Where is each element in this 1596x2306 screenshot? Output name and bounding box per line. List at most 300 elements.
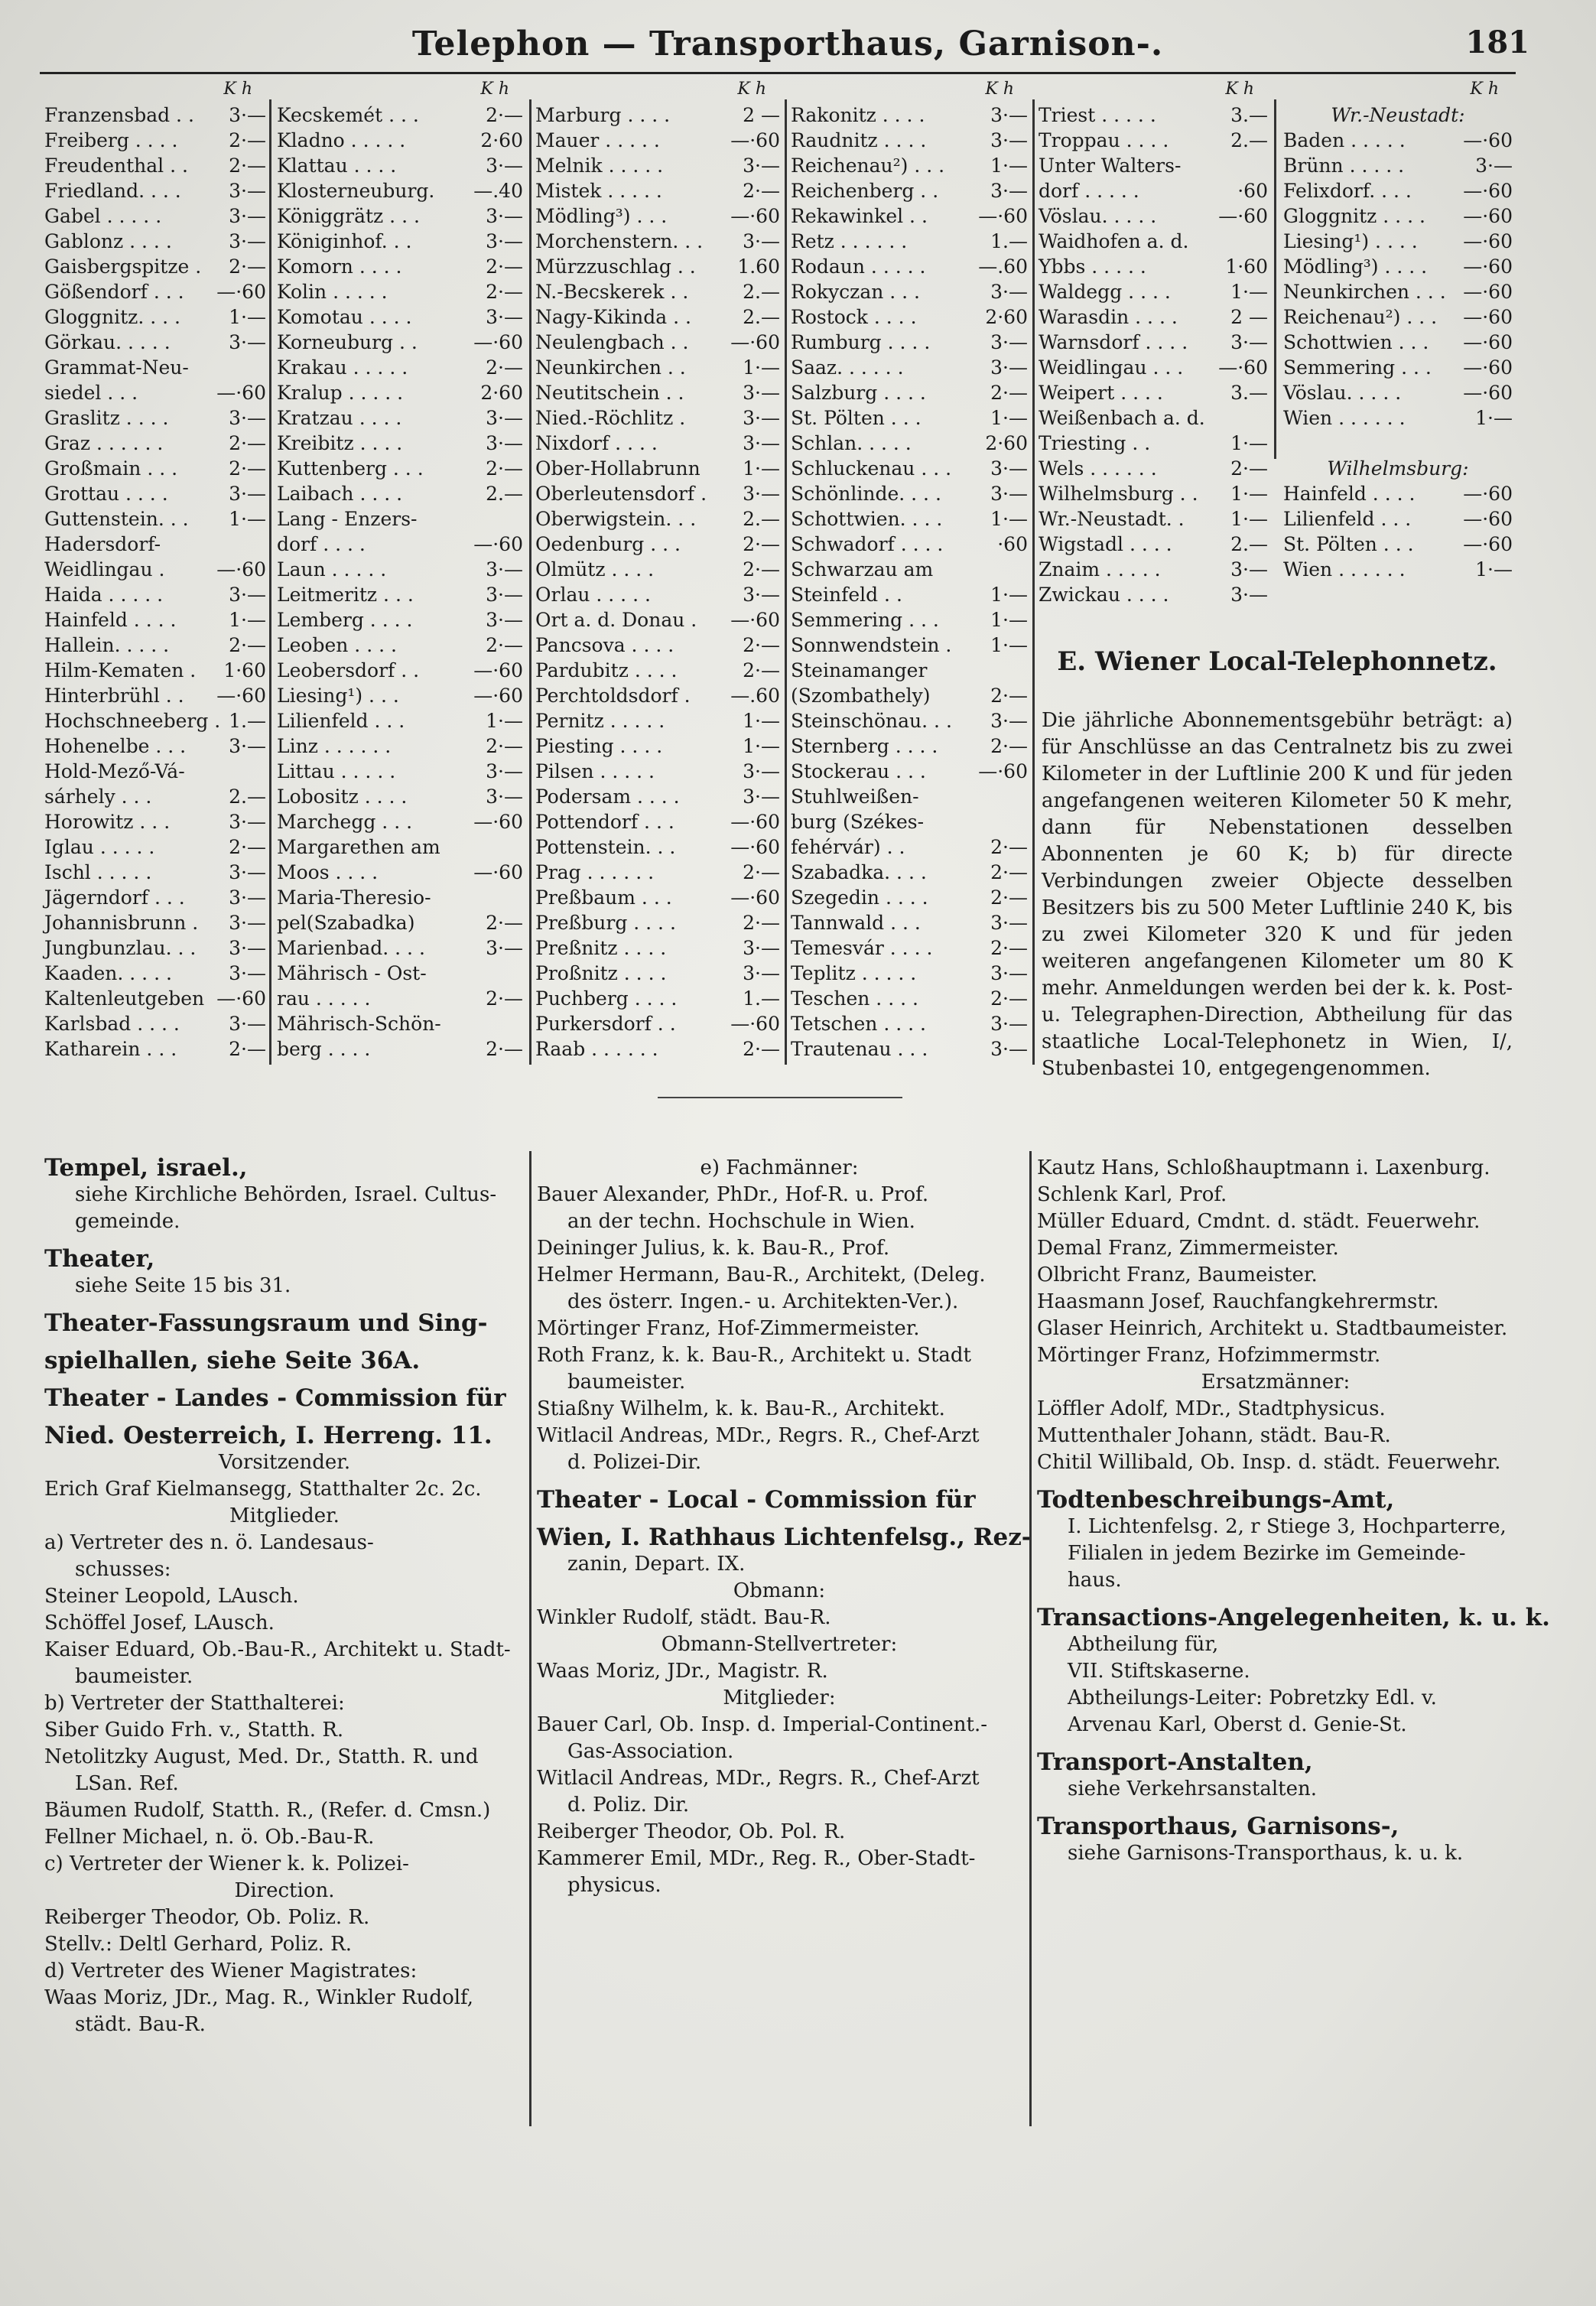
place-name: Königinhof. . .	[277, 230, 412, 252]
entry-line: Reiberger Theodor, Ob. Poliz. R.	[44, 1906, 370, 1929]
place-name: Baden . . . . .	[1283, 129, 1406, 151]
section-e-title: E. Wiener Local-Telephonnetz.	[1057, 646, 1497, 677]
fee-value: 3·—	[990, 710, 1028, 732]
fee-value: 3·—	[990, 1038, 1028, 1060]
entry-line: Steiner Leopold, LAusch.	[44, 1585, 299, 1608]
table-row	[277, 405, 523, 431]
fee-value: 3·—	[990, 1013, 1028, 1035]
place-name: Grammat-Neu-	[44, 356, 189, 379]
table-row	[535, 506, 780, 532]
place-name: Schottwien . . .	[1283, 331, 1429, 353]
table-row	[277, 532, 523, 557]
fee-value: —·60	[473, 685, 523, 707]
table-row	[535, 153, 780, 178]
table-row	[535, 279, 780, 304]
fee-value: 2 —	[743, 104, 780, 126]
running-header	[46, 24, 1529, 70]
place-name: Steinfeld . .	[791, 584, 902, 606]
place-name: Wr.-Neustadt:	[1331, 104, 1465, 126]
lower-middle-column	[537, 1155, 1032, 1899]
fee-value: —·60	[1463, 255, 1513, 278]
place-name: Gaisbergspitze .	[44, 255, 202, 278]
place-name: Hold-Mező-Vá-	[44, 760, 185, 782]
place-name	[1283, 431, 1436, 456]
fee-value: —·60	[1463, 331, 1513, 353]
entry-line: an der techn. Hochschule in Wien.	[567, 1210, 915, 1233]
place-name: Gloggnitz . . . .	[1283, 205, 1425, 227]
table-row	[535, 405, 780, 431]
place-name: Wr.-Neustadt. .	[1039, 508, 1185, 530]
place-name: Olmütz . . . .	[535, 558, 655, 581]
place-name: Görkau. . . . .	[44, 331, 171, 353]
place-name: Haida . . . . .	[44, 584, 164, 606]
entry-line: a) Vertreter des n. ö. Landesaus-	[44, 1531, 374, 1554]
fee-value: 1·—	[743, 710, 780, 732]
fee-value: 3·—	[229, 104, 266, 126]
place-name: Steinschönau. . .	[791, 710, 952, 732]
fee-value: —.60	[978, 255, 1028, 278]
spacer	[44, 1299, 525, 1310]
table-row	[535, 809, 780, 834]
table-row	[535, 532, 780, 557]
fee-value: —.60	[730, 685, 780, 707]
table-row	[535, 582, 780, 607]
table-row	[535, 910, 780, 935]
table-row	[791, 279, 1028, 304]
fee-value: 2·—	[486, 255, 523, 278]
fee-value: 3·—	[229, 180, 266, 202]
fee-value: 2·—	[743, 659, 780, 681]
table-row	[1039, 153, 1268, 178]
fee-value: 3·—	[229, 331, 266, 353]
fee-value: 3·—	[743, 382, 780, 404]
place-name: Komorn . . . .	[277, 255, 402, 278]
entry-line: zanin, Depart. IX.	[567, 1553, 746, 1576]
entry-line: Abtheilung für,	[1068, 1633, 1219, 1656]
fee-value: 3·—	[990, 962, 1028, 984]
table-subheading	[1283, 102, 1513, 128]
fee-value: 2·—	[990, 685, 1028, 707]
entry-line: Reiberger Theodor, Ob. Pol. R.	[537, 1820, 846, 1843]
spacer	[44, 1337, 525, 1348]
place-name: Leitmeritz . . .	[277, 584, 414, 606]
table-row	[791, 1036, 1028, 1062]
table-row	[44, 986, 266, 1011]
entry-line: Bauer Alexander, PhDr., Hof-R. u. Prof.	[537, 1183, 929, 1206]
fee-value: 3·—	[229, 1013, 266, 1035]
table-row	[791, 910, 1028, 935]
place-name: Ober-Hollabrunn	[535, 457, 700, 480]
fee-value: 3.—	[1230, 382, 1268, 404]
table-row	[535, 304, 780, 330]
table-row	[791, 405, 1028, 431]
entry-line: gemeinde.	[75, 1210, 180, 1233]
fee-value: 3·—	[486, 558, 523, 581]
place-name: fehérvár) . .	[791, 836, 905, 858]
entry-heading: Nied. Oesterreich, I. Herreng. 11.	[44, 1422, 492, 1449]
fee-value: 3·—	[990, 356, 1028, 379]
fee-value: —·60	[216, 558, 266, 581]
fee-value: 1·60	[223, 659, 266, 681]
table-row	[535, 961, 780, 986]
fee-value: 1·—	[743, 356, 780, 379]
table-row	[791, 506, 1028, 532]
place-name: Margarethen am	[277, 836, 440, 858]
table-row	[1283, 355, 1513, 380]
table-row	[535, 658, 780, 683]
spacer	[1037, 1738, 1514, 1749]
spacer	[537, 1476, 1022, 1487]
fee-value: 2.—	[1230, 533, 1268, 555]
fee-value: 3·—	[229, 230, 266, 252]
table-row	[277, 582, 523, 607]
table-row	[277, 102, 523, 128]
entry-line: Gas-Association.	[567, 1740, 734, 1763]
place-name: Oberwigstein. . .	[535, 508, 697, 530]
fee-value	[951, 784, 1028, 809]
table-row	[535, 178, 780, 203]
entry-heading: Tempel, israel.,	[44, 1154, 248, 1182]
place-name: Melnik . . . . .	[535, 154, 664, 177]
table-row	[535, 330, 780, 355]
fee-value	[1191, 153, 1268, 178]
table-row	[44, 633, 266, 658]
place-name: Felixdorf. . . .	[1283, 180, 1412, 202]
fee-value: 3·—	[743, 154, 780, 177]
fee-value: 2.—	[743, 281, 780, 303]
kh-label-text: K h	[480, 80, 509, 99]
table-subheading	[1283, 456, 1513, 481]
table-row	[535, 203, 780, 229]
table-row	[791, 961, 1028, 986]
place-name: Krakau . . . . .	[277, 356, 408, 379]
entry-line: siehe Kirchliche Behörden, Israel. Cultus-	[75, 1183, 497, 1206]
fee-value: —·60	[473, 861, 523, 883]
table-row	[791, 683, 1028, 708]
place-name: Stuhlweißen-	[791, 785, 919, 808]
table-row	[1283, 203, 1513, 229]
table-row	[277, 1011, 523, 1036]
place-name: Raab . . . . . .	[535, 1038, 658, 1060]
table-row	[1039, 304, 1268, 330]
entry-heading: Transporthaus, Garnisons-,	[1037, 1813, 1399, 1840]
fee-value: —·60	[1463, 230, 1513, 252]
fee-value: —·60	[1463, 180, 1513, 202]
entry-line: Roth Franz, k. k. Bau-R., Architekt u. Stadt	[537, 1344, 971, 1367]
fee-value: 3·—	[743, 760, 780, 782]
place-name: Hilm-Kematen .	[44, 659, 197, 681]
table-row	[791, 456, 1028, 481]
fee-value	[951, 557, 1028, 582]
place-name: Pancsova . . . .	[535, 634, 674, 656]
fee-value: —·60	[216, 281, 266, 303]
table-row	[277, 658, 523, 683]
fee-value: 2·—	[743, 1038, 780, 1060]
table-row	[44, 809, 266, 834]
entry-heading: Transactions-Angelegenheiten, k. u. k.	[1037, 1604, 1550, 1631]
fee-value: 3·—	[486, 306, 523, 328]
table-row	[44, 355, 266, 380]
table-row	[277, 809, 523, 834]
spacer	[1037, 1594, 1514, 1605]
entry-subheading: Obmann-Stellvertreter:	[661, 1633, 898, 1656]
entry-subheading: Direction.	[234, 1879, 335, 1902]
table-row	[535, 128, 780, 153]
table-row	[1039, 405, 1268, 431]
place-name: Sternberg . . . .	[791, 735, 938, 757]
fee-value: 3·—	[486, 432, 523, 454]
table-row	[277, 986, 523, 1011]
table-row	[791, 355, 1028, 380]
fee-value: 2·—	[486, 457, 523, 480]
table-row	[44, 153, 266, 178]
table-row	[791, 431, 1028, 456]
place-name: Graz . . . . . .	[44, 432, 164, 454]
place-name: Jägerndorf . . .	[44, 886, 185, 909]
fee-value: —·60	[1463, 129, 1513, 151]
table-row	[535, 834, 780, 860]
column-divider	[269, 99, 271, 1065]
entry-line: Löffler Adolf, MDr., Stadtphysicus.	[1037, 1397, 1386, 1420]
table-row	[277, 961, 523, 986]
fee-value: —·60	[473, 331, 523, 353]
place-name: Klosterneuburg.	[277, 180, 435, 202]
fee-value: 3·—	[486, 584, 523, 606]
fee-value	[190, 532, 266, 557]
place-name: Mauer . . . . .	[535, 129, 660, 151]
table-row	[1283, 405, 1513, 431]
place-name: Schönlinde. . . .	[791, 483, 941, 505]
fee-value: 2·—	[229, 255, 266, 278]
table-row	[1039, 380, 1268, 405]
fee-value: —·60	[1218, 356, 1268, 379]
entry-subheading: Mitglieder:	[723, 1686, 836, 1709]
place-name: Hadersdorf-	[44, 533, 161, 555]
place-name: Gößendorf . . .	[44, 281, 184, 303]
fee-value	[447, 506, 523, 532]
fee-value: —·60	[1463, 306, 1513, 328]
fee-value: 3·—	[743, 230, 780, 252]
table-row	[791, 102, 1028, 128]
table-row	[535, 380, 780, 405]
entry-line: I. Lichtenfelsg. 2, r Stiege 3, Hochparterre,	[1068, 1515, 1507, 1538]
table-row	[535, 633, 780, 658]
fee-value: 2.—	[486, 483, 523, 505]
place-name: Mährisch - Ost-	[277, 962, 427, 984]
entry-subheading: Obmann:	[733, 1579, 826, 1602]
spacer	[44, 1374, 525, 1385]
place-name: Schlan. . . . .	[791, 432, 912, 454]
place-name: Waidhofen a. d.	[1039, 230, 1189, 252]
entry-line: baumeister.	[75, 1665, 193, 1688]
fee-value: ·60	[997, 533, 1028, 555]
table-row	[1283, 506, 1513, 532]
fee-value: 2·—	[486, 281, 523, 303]
place-name: Littau . . . . .	[277, 760, 396, 782]
place-name: Jungbunzlau. . .	[44, 937, 197, 959]
fee-value: 3·—	[990, 483, 1028, 505]
place-name: Klattau . . . .	[277, 154, 397, 177]
fee-value: 3·—	[743, 962, 780, 984]
fee-value: 3·—	[1475, 154, 1513, 177]
table-row	[535, 481, 780, 506]
fee-value: 1·—	[990, 609, 1028, 631]
table-row	[791, 532, 1028, 557]
place-name: Szegedin . . . .	[791, 886, 928, 909]
place-name: Guttenstein. . .	[44, 508, 189, 530]
place-name: Wien . . . . . .	[1283, 407, 1406, 429]
entry-line: Winkler Rudolf, städt. Bau-R.	[537, 1606, 831, 1629]
table-row	[1039, 355, 1268, 380]
table-row	[277, 607, 523, 633]
table-row	[44, 708, 266, 733]
place-name: Freudenthal . .	[44, 154, 188, 177]
entry-subheading: Ersatzmänner:	[1201, 1371, 1351, 1394]
table-row	[535, 733, 780, 759]
table-row	[44, 102, 266, 128]
fee-value	[447, 961, 523, 986]
fee-value: 1.—	[743, 987, 780, 1010]
table-row	[1283, 532, 1513, 557]
place-name: Lilienfeld . . .	[1283, 508, 1412, 530]
column-divider	[1274, 99, 1276, 459]
table-row	[791, 607, 1028, 633]
place-name: Proßnitz . . . .	[535, 962, 667, 984]
fee-value: 2·—	[990, 886, 1028, 909]
entry-heading: Wien, I. Rathhaus Lichtenfelsg., Rez-	[537, 1524, 1032, 1551]
fee-value: 2·—	[486, 987, 523, 1010]
entry-line: d) Vertreter des Wiener Magistrates:	[44, 1960, 418, 1982]
table-row	[535, 355, 780, 380]
entry-line: Schlenk Karl, Prof.	[1037, 1183, 1227, 1206]
fee-value: 3·—	[486, 154, 523, 177]
table-row	[44, 405, 266, 431]
table-row	[44, 557, 266, 582]
fee-value: 3·—	[486, 937, 523, 959]
table-row	[791, 633, 1028, 658]
entry-line: Schöffel Josef, LAusch.	[44, 1612, 275, 1634]
table-row	[535, 759, 780, 784]
place-name: Kladno . . . . .	[277, 129, 406, 151]
entry-line: des österr. Ingen.- u. Architekten-Ver.).	[567, 1290, 959, 1313]
place-name: Moos . . . .	[277, 861, 379, 883]
place-name: Warnsdorf . . . .	[1039, 331, 1188, 353]
table-row	[277, 203, 523, 229]
fee-value: —·60	[216, 382, 266, 404]
table-row	[277, 178, 523, 203]
place-name: Leobersdorf . .	[277, 659, 420, 681]
table-row	[1039, 506, 1268, 532]
fee-value: 1·—	[990, 154, 1028, 177]
fee-value: 3·—	[990, 129, 1028, 151]
table-row	[791, 203, 1028, 229]
fee-value: —·60	[730, 836, 780, 858]
place-name: Reichenau²) . . .	[1283, 306, 1438, 328]
place-name: Pilsen . . . . .	[535, 760, 655, 782]
table-row	[277, 557, 523, 582]
fee-value: 2·60	[480, 382, 523, 404]
entry-line: Chitil Willibald, Ob. Insp. d. städt. Feuerwehr.	[1037, 1451, 1501, 1474]
fee-value: —·60	[216, 987, 266, 1010]
fee-value: 2·—	[743, 558, 780, 581]
place-name: Reichenau²) . . .	[791, 154, 945, 177]
table-row	[791, 128, 1028, 153]
table-row	[1039, 254, 1268, 279]
table-row	[1283, 330, 1513, 355]
entry-line: Kammerer Emil, MDr., Reg. R., Ober-Stadt-	[537, 1847, 976, 1870]
fee-value: 3·—	[743, 937, 780, 959]
place-name: burg (Székes-	[791, 811, 925, 833]
table-row	[791, 834, 1028, 860]
table-row	[1283, 178, 1513, 203]
fee-value: 3·—	[990, 104, 1028, 126]
table-row	[1039, 128, 1268, 153]
table-row	[1039, 532, 1268, 557]
kh-unit-label	[277, 76, 523, 102]
place-name: Semmering . . .	[1283, 356, 1432, 379]
fee-value: 2·—	[743, 912, 780, 934]
fee-value: 2.—	[743, 508, 780, 530]
kh-label-text: K h	[223, 80, 252, 99]
entry-line: Helmer Hermann, Bau-R., Architekt, (Deleg.	[537, 1264, 986, 1286]
table-row	[277, 708, 523, 733]
place-name: Marchegg . . .	[277, 811, 413, 833]
table-row	[277, 633, 523, 658]
fee-value: 3·—	[229, 811, 266, 833]
place-name: Marienbad. . . .	[277, 937, 425, 959]
table-row	[791, 229, 1028, 254]
table-row	[277, 304, 523, 330]
fee-value: 3·—	[743, 432, 780, 454]
place-name: Lilienfeld . . .	[277, 710, 405, 732]
place-name: Wigstadl . . . .	[1039, 533, 1172, 555]
column-divider	[785, 99, 787, 1065]
place-name: Hainfeld . . . .	[44, 609, 177, 631]
place-name: Warasdin . . . .	[1039, 306, 1178, 328]
table-row	[791, 809, 1028, 834]
place-name: Oedenburg . . .	[535, 533, 681, 555]
place-name: dorf . . . . .	[1039, 180, 1139, 202]
entry-line: Stellv.: Deltl Gerhard, Poliz. R.	[44, 1933, 352, 1956]
entry-subheading: Mitglieder.	[229, 1504, 340, 1527]
place-name: Wels . . . . . .	[1039, 457, 1157, 480]
kh-unit-label	[791, 76, 1028, 102]
place-name: Pottendorf . . .	[535, 811, 674, 833]
place-name: Mürzzuschlag . .	[535, 255, 696, 278]
fee-value: 2·—	[1230, 457, 1268, 480]
fee-value: 2·—	[743, 533, 780, 555]
table-row	[535, 456, 780, 481]
table-row	[277, 683, 523, 708]
place-name: Unter Walters-	[1039, 154, 1182, 177]
fee-value	[447, 1011, 523, 1036]
section-separator	[658, 1097, 902, 1098]
fee-value: 3·—	[229, 205, 266, 227]
entry-heading: Todtenbeschreibungs-Amt,	[1037, 1486, 1395, 1514]
place-name: Weipert . . . .	[1039, 382, 1163, 404]
fee-value: 1·—	[1230, 483, 1268, 505]
fee-value: 2·—	[229, 634, 266, 656]
place-name: Rodaun . . . . .	[791, 255, 926, 278]
fee-value: —·60	[1463, 483, 1513, 505]
fee-value: 2·—	[229, 154, 266, 177]
table-row	[44, 935, 266, 961]
place-name: Orlau . . . . .	[535, 584, 651, 606]
entry-line: siehe Seite 15 bis 31.	[75, 1274, 291, 1297]
entry-line: baumeister.	[567, 1371, 686, 1394]
table-row	[1283, 557, 1513, 582]
fee-value: —·60	[730, 609, 780, 631]
